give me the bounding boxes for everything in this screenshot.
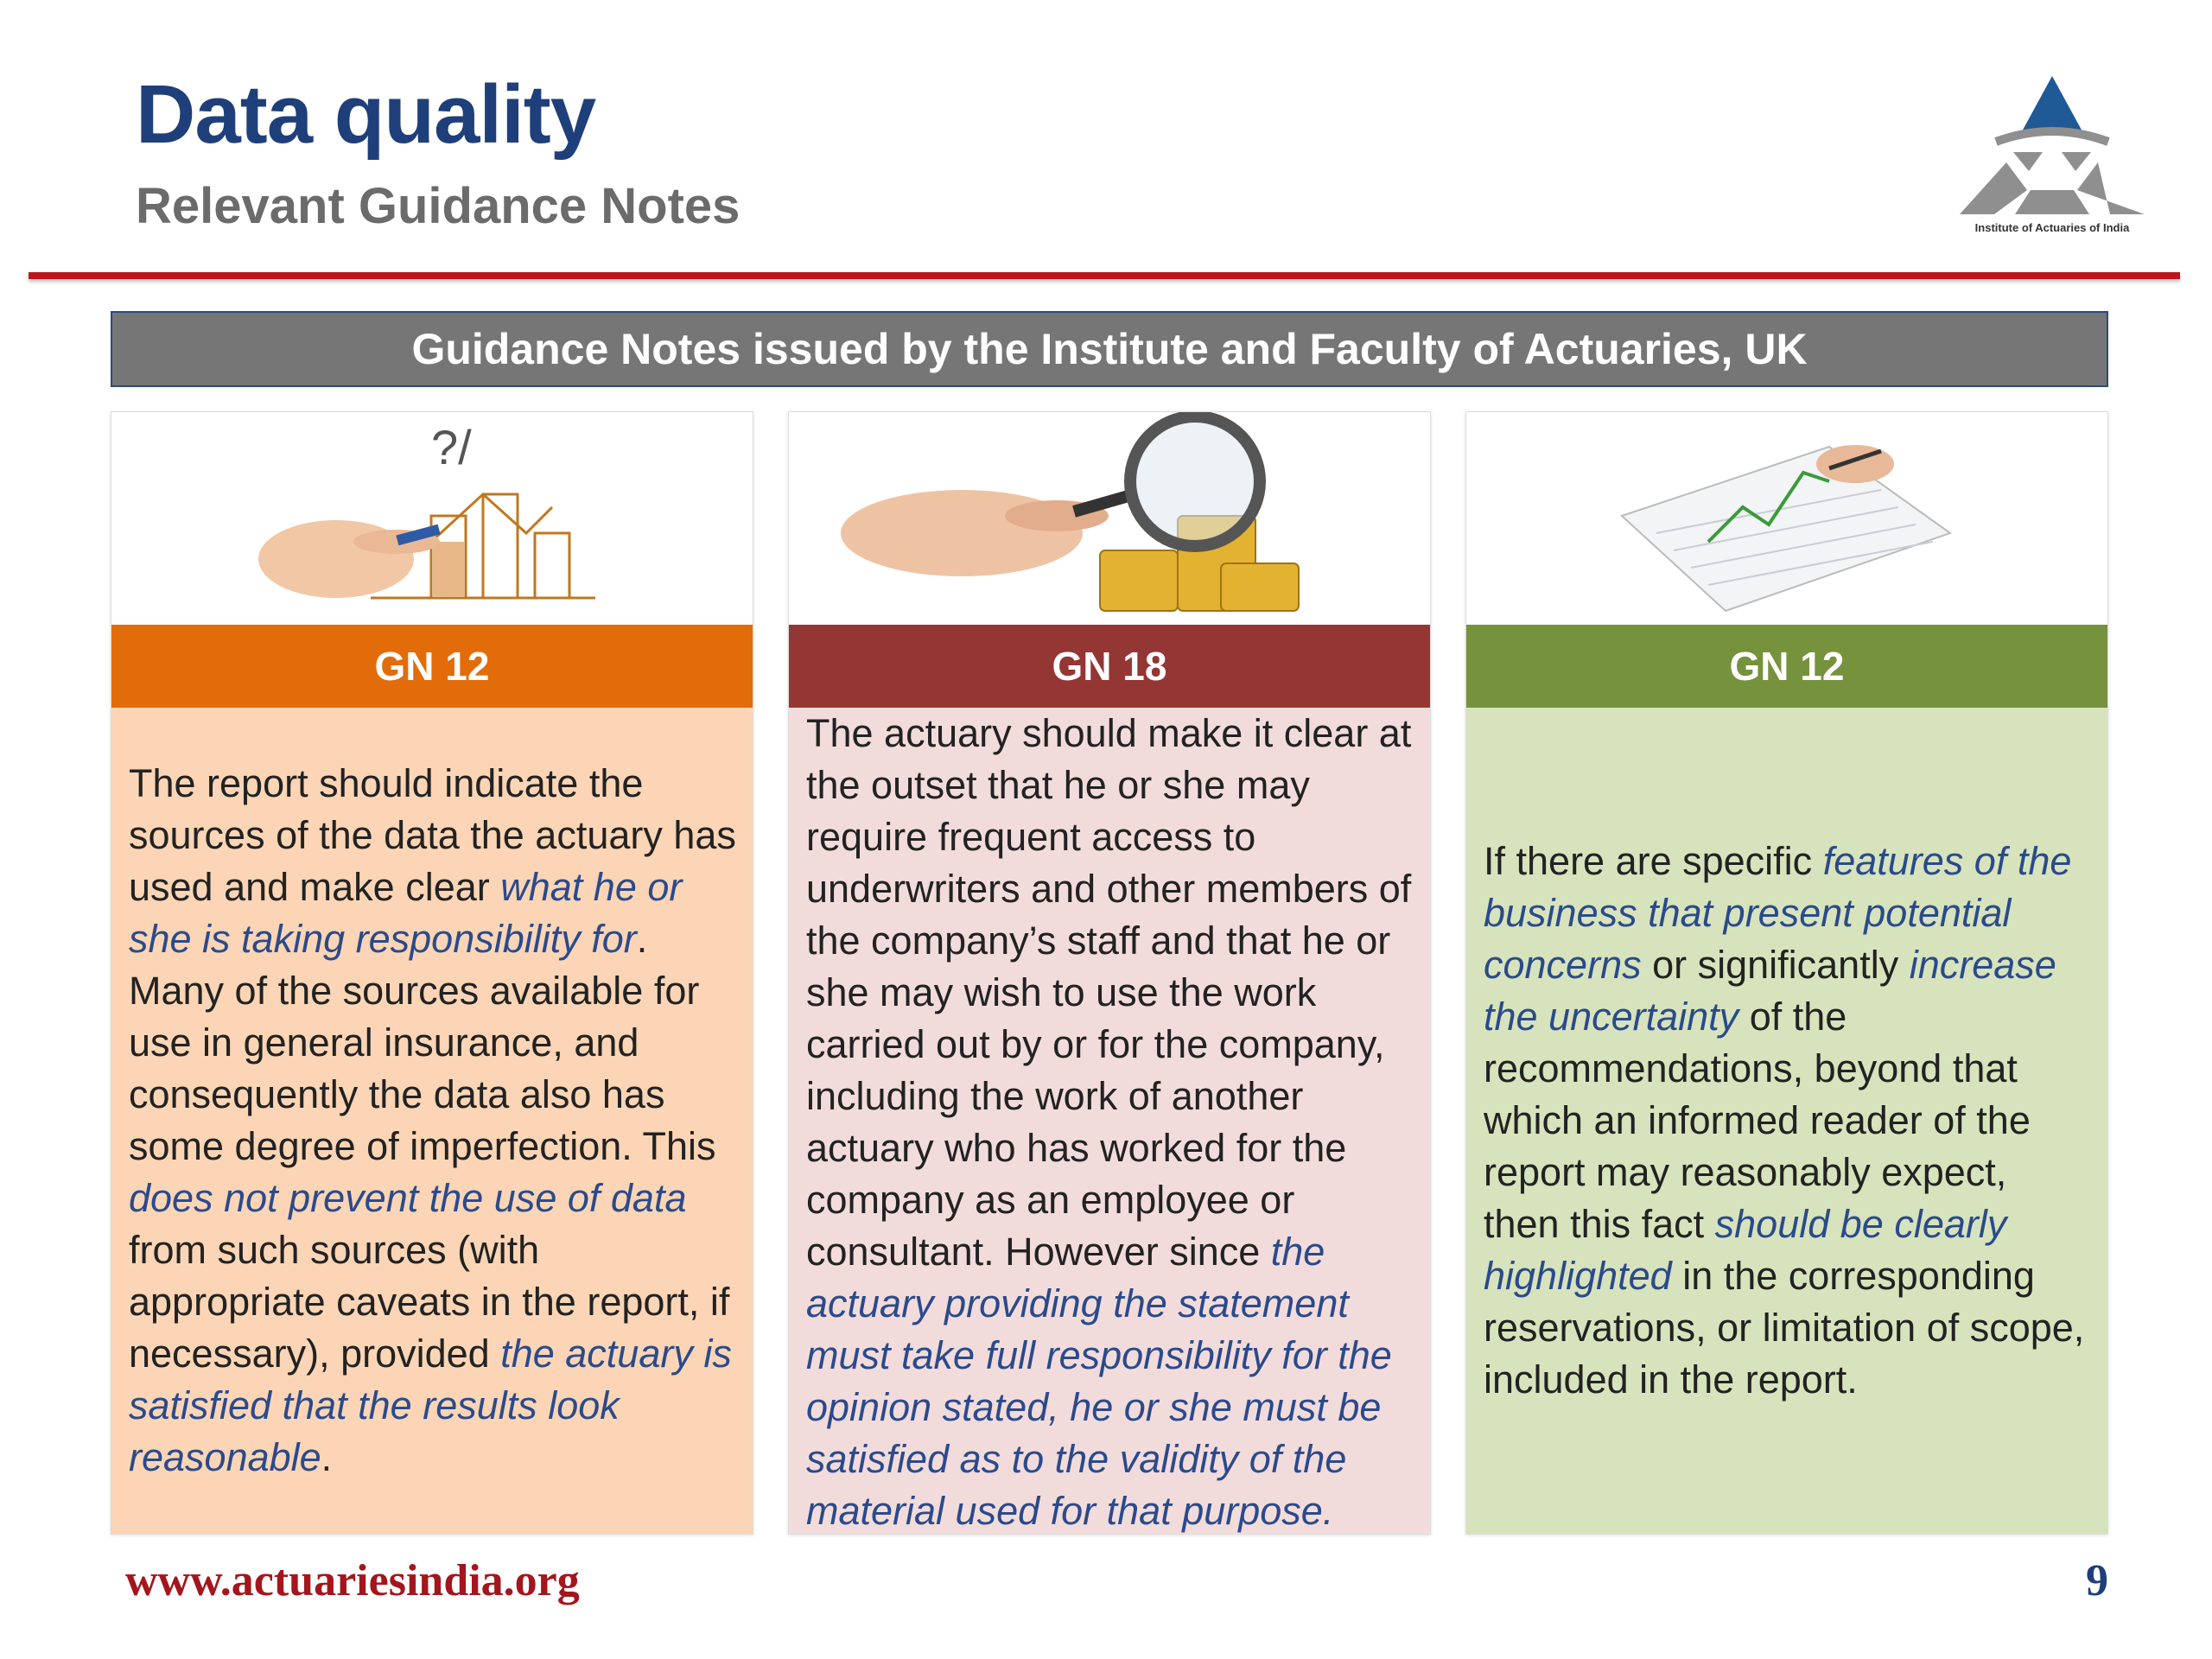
logo-caption: Institute of Actuaries of India xyxy=(1974,221,2130,234)
guidance-card-gn18-staff-access xyxy=(788,411,1431,1535)
guidance-card-gn12-uncertainty xyxy=(1465,411,2108,1535)
card-illustration xyxy=(111,412,753,625)
section-banner: Guidance Notes issued by the Institute and Faculty of Actuaries, UK xyxy=(111,311,2108,387)
card-text xyxy=(1484,836,2092,1406)
emphasized-text: the actuary providing the statement must take full responsibility for the opinion stated, he or she must be satisfied as to the validity of the material used for that purpose. xyxy=(806,1230,1392,1533)
pen-over-charts-icon xyxy=(1466,412,2107,625)
svg-text:?/: ?/ xyxy=(431,420,472,474)
emphasized-text: what he or she is taking responsibility for xyxy=(129,865,683,961)
emphasized-text: features of the business that present potential concerns xyxy=(1484,839,2072,987)
emphasized-text: the actuary is satisfied that the results look reasonable xyxy=(129,1332,732,1479)
text-segment: of the recommendations, beyond that which an informed reader of the report may reasonably expect, then this fact xyxy=(1484,995,2031,1246)
text-segment: If there are specific xyxy=(1484,839,1823,883)
card-heading: GN 12 xyxy=(111,625,753,708)
header-divider xyxy=(29,272,2180,279)
card-illustration xyxy=(789,412,1430,625)
hand-drawing-chart-icon xyxy=(111,412,753,625)
card-body xyxy=(111,708,753,1534)
emphasized-text: increase the uncertainty xyxy=(1484,943,2056,1039)
text-segment: The actuary should make it clear at the outset that he or she may require frequent access to underwriters and other members of the company’s staff and that he or she may wish to use the work carried out by or for the company, including the work of another actuary who has worked for the company as an employee or consultant. However since xyxy=(806,711,1412,1274)
text-segment: or significantly xyxy=(1641,943,1910,987)
text-segment: in the corresponding reservations, or limitation of scope, included in the report. xyxy=(1484,1254,2085,1402)
page-number: 9 xyxy=(2086,1556,2108,1605)
page-title: Data quality xyxy=(136,68,596,161)
card-heading: GN 12 xyxy=(1466,625,2107,708)
page-subtitle: Relevant Guidance Notes xyxy=(136,178,741,234)
magnifier-coins-icon xyxy=(789,412,1430,625)
card-body xyxy=(1466,708,2107,1534)
institute-logo xyxy=(1944,69,2160,242)
card-illustration xyxy=(1466,412,2107,625)
card-text xyxy=(129,758,737,1484)
emphasized-text: should be clearly highlighted xyxy=(1484,1202,2007,1298)
text-segment: from such sources (with appropriate caveats in the report, if necessary), provided xyxy=(129,1228,730,1376)
text-segment: The report should indicate the sources of the data the actuary has used and make clear xyxy=(129,761,736,909)
text-segment: . Many of the sources available for use in general insurance, and consequently the data also has some degree of imperfection. This xyxy=(129,917,716,1168)
footer-website-link[interactable]: www.actuariesindia.org xyxy=(125,1556,580,1605)
guidance-card-gn12-data-sources xyxy=(111,411,753,1535)
card-heading: GN 18 xyxy=(789,625,1430,708)
triangle-logo-icon xyxy=(1944,69,2160,221)
card-text xyxy=(806,708,1414,1537)
emphasized-text: does not prevent the use of data xyxy=(129,1176,687,1220)
text-segment: . xyxy=(321,1435,333,1479)
card-body xyxy=(789,708,1430,1534)
